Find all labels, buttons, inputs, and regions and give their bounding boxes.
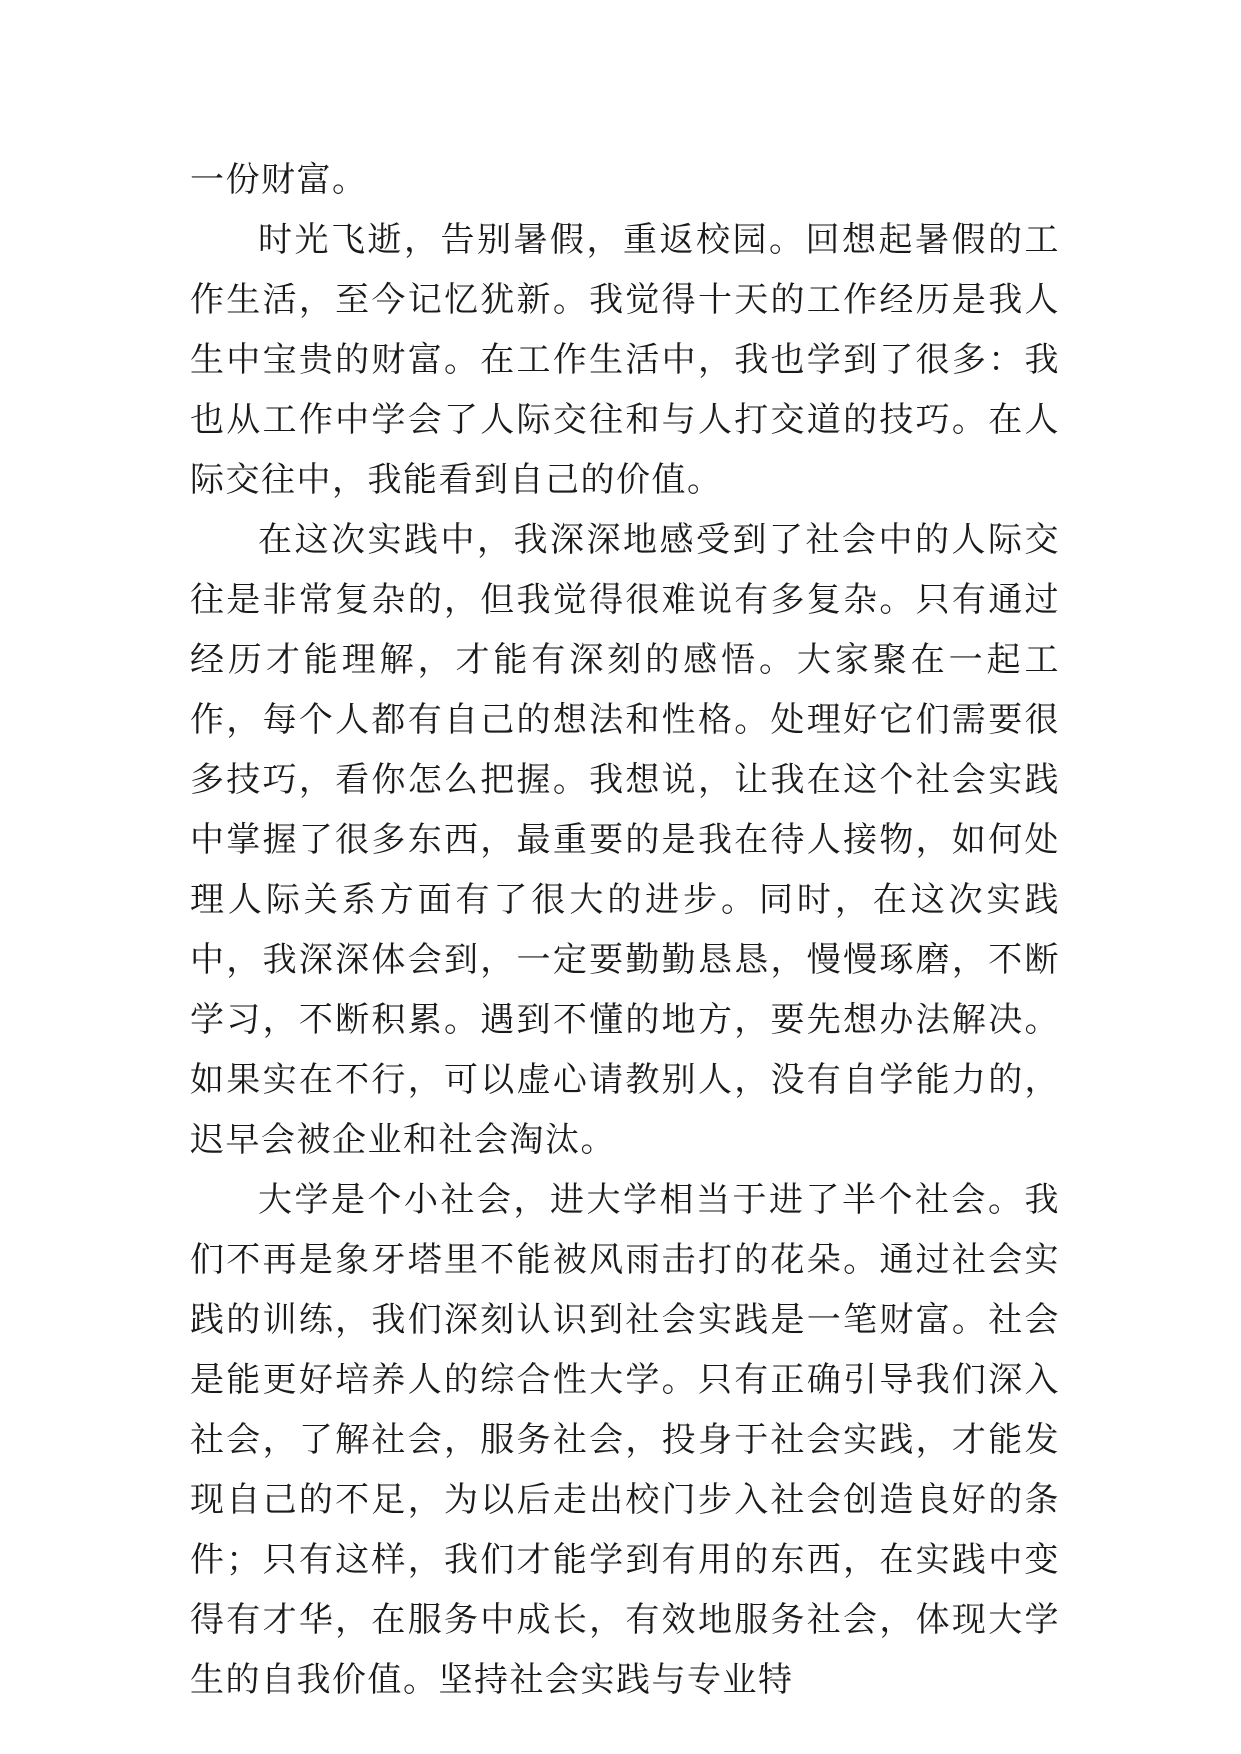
paragraph: 时光飞逝，告别暑假，重返校园。回想起暑假的工作生活，至今记忆犹新。我觉得十天的工作经历是我人生中宝贵的财富。在工作生活中，我也学到了很多：我也从工作中学会了人际交往和与人打交道的技巧。在人际交往中，我能看到自己的价值。: [190, 220, 1060, 500]
document-page: [190, 150, 1060, 1710]
paragraph: 一份财富。: [190, 160, 368, 200]
paragraph: 在这次实践中，我深深地感受到了社会中的人际交往是非常复杂的，但我觉得很难说有多复杂。只有通过经历才能理解，才能有深刻的感悟。大家聚在一起工作，每个人都有自己的想法和性格。处理好它们需要很多技巧，看你怎么把握。我想说，让我在这个社会实践中掌握了很多东西，最重要的是我在待人接物，如何处理人际关系方面有了很大的进步。同时，在这次实践中，我深深体会到，一定要勤勤恳恳，慢慢琢磨，不断学习，不断积累。遇到不懂的地方，要先想办法解决。如果实在不行，可以虚心请教别人，没有自学能力的，迟早会被企业和社会淘汰。: [190, 520, 1060, 1160]
paragraph: 大学是个小社会，进大学相当于进了半个社会。我们不再是象牙塔里不能被风雨击打的花朵。通过社会实践的训练，我们深刻认识到社会实践是一笔财富。社会是能更好培养人的综合性大学。只有正确引导我们深入社会，了解社会，服务社会，投身于社会实践，才能发现自己的不足，为以后走出校门步入社会创造良好的条件；只有这样，我们才能学到有用的东西，在实践中变得有才华，在服务中成长，有效地服务社会，体现大学生的自我价值。坚持社会实践与专业特: [190, 1180, 1060, 1700]
